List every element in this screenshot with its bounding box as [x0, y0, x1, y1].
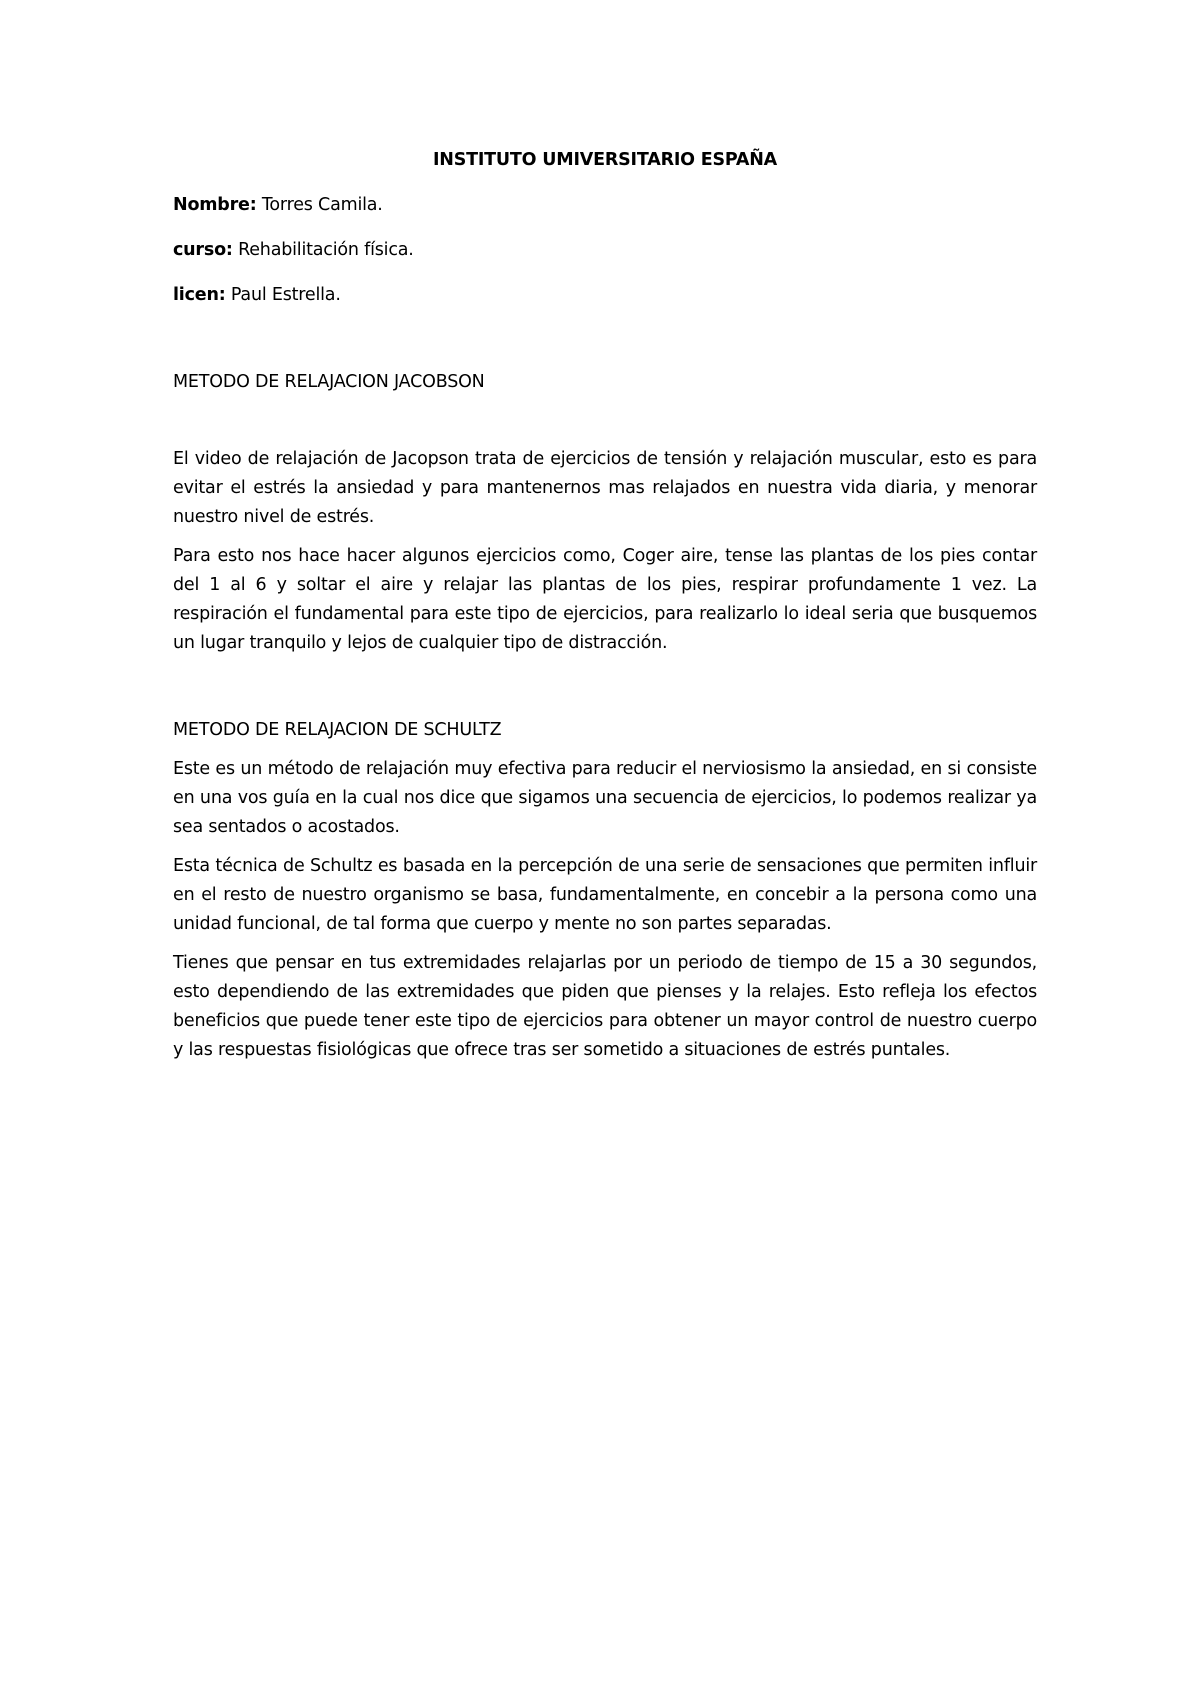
field-curso: [173, 236, 1037, 265]
field-nombre: [173, 191, 1037, 220]
document-title: INSTITUTO UMIVERSITARIO ESPAÑA: [432, 150, 778, 170]
field-label-licen: licen:: [173, 285, 226, 305]
field-label-curso: curso:: [173, 240, 233, 260]
paragraph-jacobson-2: Para esto nos hace hacer algunos ejercicios como, Coger aire, tense las plantas de los pies contar del 1 al 6 y soltar el aire y relajar las plantas de los pies, respirar profundamente 1 vez. La respiración el fundamental para este tipo de ejercicios, para realizarlo lo ideal seria que busquemos un lugar tranquilo y lejos de cualquier tipo de distracción.: [173, 546, 1037, 653]
paragraph-schultz-1: Este es un método de relajación muy efectiva para reducir el nerviosismo la ansiedad, en si consiste en una vos guía en la cual nos dice que sigamos una secuencia de ejercicios, lo podemos realizar ya sea sentados o acostados.: [173, 759, 1037, 837]
field-value-licen: Paul Estrella.: [225, 285, 341, 305]
paragraph-jacobson-1: El video de relajación de Jacopson trata de ejercicios de tensión y relajación muscular, esto es para evitar el estrés la ansiedad y para mantenernos mas relajados en nuestra vida diaria, y menorar nuestro nivel de estrés.: [173, 449, 1037, 527]
field-value-curso: Rehabilitación física.: [232, 240, 414, 260]
paragraph-schultz-2: Esta técnica de Schultz es basada en la percepción de una serie de sensaciones que permiten influir en el resto de nuestro organismo se basa, fundamentalmente, en concebir a la persona como una unidad funcional, de tal forma que cuerpo y mente no son partes separadas.: [173, 856, 1037, 934]
paragraph-schultz-3: Tienes que pensar en tus extremidades relajarlas por un periodo de tiempo de 15 a 30 segundos, esto dependiendo de las extremidades que piden que pienses y la relajes. Esto refleja los efectos beneficios que puede tener este tipo de ejercicios para obtener un mayor control de nuestro cuerpo y las respuestas fisiológicas que ofrece tras ser sometido a situaciones de estrés puntales.: [173, 953, 1037, 1060]
field-label-nombre: Nombre:: [173, 195, 257, 215]
document-body: [173, 146, 1037, 1075]
field-value-nombre: Torres Camila.: [256, 195, 383, 215]
section-heading-schultz: METODO DE RELAJACION DE SCHULTZ: [173, 720, 502, 740]
section-heading-jacobson: METODO DE RELAJACION JACOBSON: [173, 372, 485, 392]
field-licen: [173, 281, 1037, 310]
